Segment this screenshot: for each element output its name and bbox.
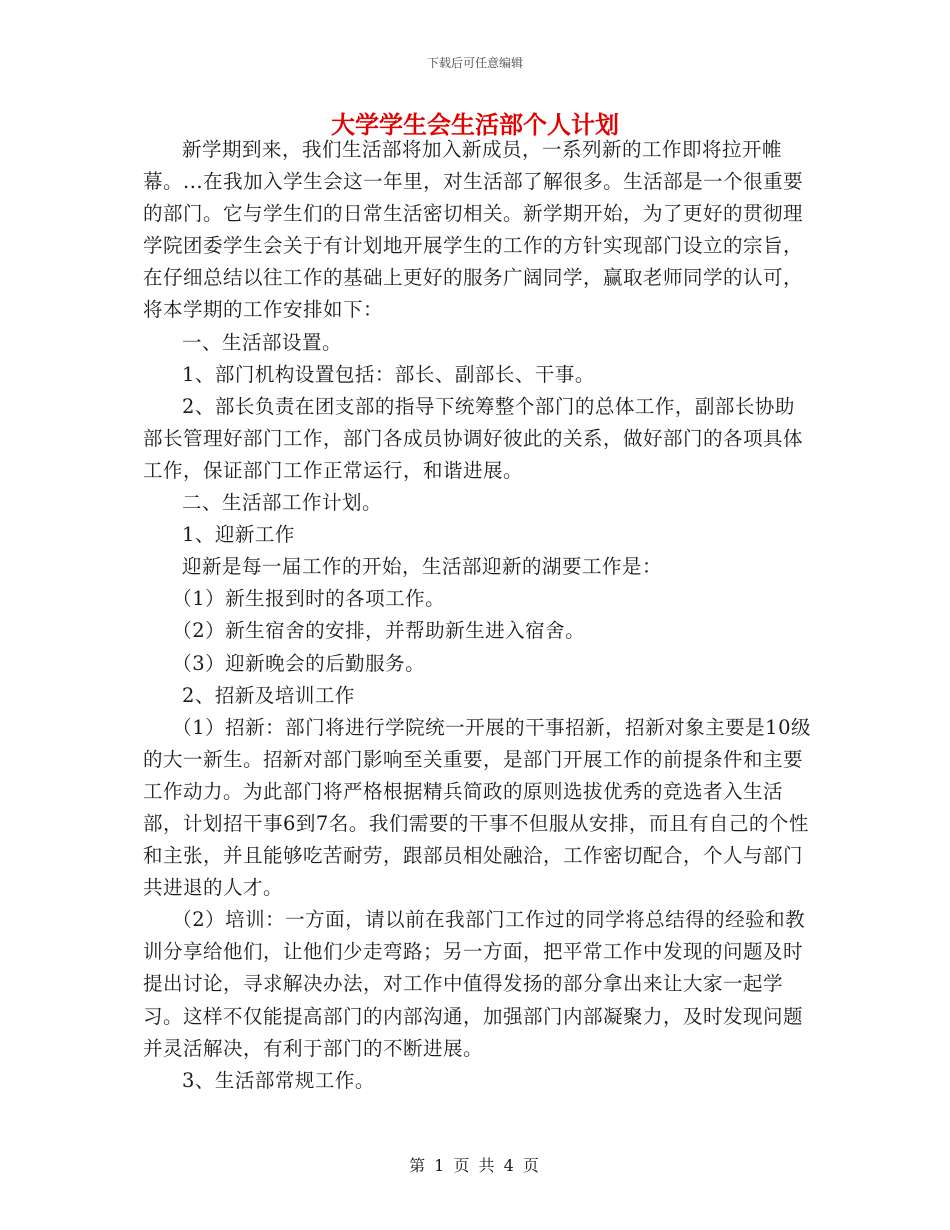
paragraph: （1）新生报到时的各项工作。 <box>172 587 446 611</box>
paragraph: 迎新是每一届工作的开始，生活部迎新的湖要工作是： <box>182 555 663 579</box>
document-title: 大学学生会生活部个人计划 <box>331 110 619 139</box>
paragraph: （2）新生宿舍的安排，并帮助新生进入宿舍。 <box>172 619 586 643</box>
paragraph: 1、部门机构设置包括：部长、副部长、干事。 <box>182 362 595 386</box>
header-note: 下载后可任意编辑 <box>426 56 523 70</box>
page-footer: 第 1 页 共 4 页 <box>409 1156 541 1175</box>
paragraph: 1、迎新工作 <box>182 523 295 547</box>
document-body <box>143 134 813 1097</box>
paragraph: 一、生活部设置。 <box>182 330 343 354</box>
paragraph: 3、生活部常规工作。 <box>182 1068 375 1092</box>
paragraph: （3）迎新晚会的后勤服务。 <box>172 651 426 675</box>
paragraph: 2、部长负责在团支部的指导下统筹整个部门的总体工作，副部长协助部长管理好部门工作，部门各成员协调好彼此的关系，做好部门的各项具体工作，保证部门工作正常运行，和谐进展。 <box>143 394 804 482</box>
paragraph: （2）培训：一方面，请以前在我部门工作过的同学将总结得的经验和教训分享给他们，让他们少走弯路；另一方面，把平常工作中发现的问题及时提出讨论，寻求解决办法，对工作中值得发扬的部分拿出来让大家一起学习。这样不仅能提高部门的内部沟通，加强部门内部凝聚力，及时发现问题并灵活解决，有利于部门的不断进展。 <box>143 908 806 1060</box>
paragraph: 2、招新及培训工作 <box>182 683 355 707</box>
paragraph: 二、生活部工作计划。 <box>182 491 383 515</box>
paragraph: （1）招新：部门将进行学院统一开展的干事招新，招新对象主要是10级的大一新生。招新对部门影响至关重要，是部门开展工作的前提条件和主要工作动力。为此部门将严格根据精兵简政的原则选拔优秀的竞选者入生活部，计划招干事6到7名。我们需要的干事不但服从安排，而且有自己的个性和主张，并且能够吃苦耐劳，跟部员相处融洽，工作密切配合，个人与部门共进退的人才。 <box>143 715 811 900</box>
paragraph: 新学期到来，我们生活部将加入新成员，一系列新的工作即将拉开帷幕。...在我加入学生会这一年里，对生活部了解很多。生活部是一个很重要的部门。它与学生们的日常生活密切相关。新学期开始，为了更好的贯彻理学院团委学生会关于有计划地开展学生的工作的方针实现部门设立的宗旨，在仔细总结以往工作的基础上更好的服务广阔同学，赢取老师同学的认可，将本学期的工作安排如下： <box>143 138 804 322</box>
